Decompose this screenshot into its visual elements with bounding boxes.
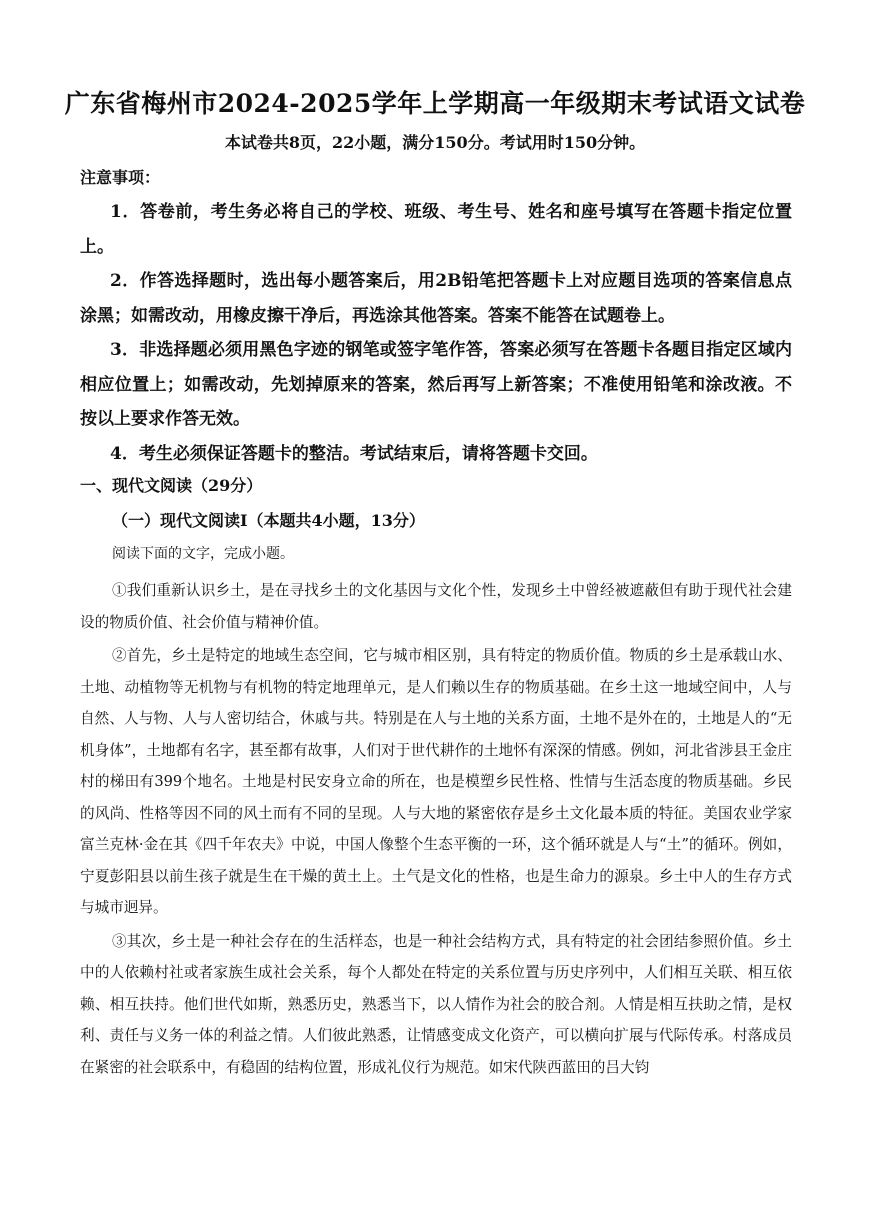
notice-heading: 注意事项：	[80, 168, 161, 187]
notice-item-2: 2．作答选择题时，选出每小题答案后，用2B铅笔把答题卡上对应题目选项的答案信息点涂黑；如需改动，用橡皮擦干净后，再选涂其他答案。答案不能答在试题卷上。	[80, 271, 792, 326]
passage-paragraph-3: ③其次，乡土是一种社会存在的生活样态，也是一种社会结构方式，具有特定的社会团结参照价值。乡土中的人依赖村社或者家族生成社会关系，每个人都处在特定的关系位置与历史序列中，人们相互关联、相互依赖、相互扶持。他们世代如斯，熟悉历史，熟悉当下，以人情作为社会的胶合剂。人情是相互扶助之情，是权利、责任与义务一体的利益之情。人们彼此熟悉，让情感变成文化资产，可以横向扩展与代际传承。村落成员在紧密的社会联系中，有稳固的结构位置，形成礼仪行为规范。如宋代陕西蓝田的吕大钧	[80, 932, 792, 1076]
section-heading: 一、现代文阅读（29分）	[80, 476, 263, 495]
passage-paragraph-1: ①我们重新认识乡土，是在寻找乡土的文化基因与文化个性，发现乡土中曾经被遮蔽但有助于现代社会建设的物质价值、社会价值与精神价值。	[80, 582, 792, 631]
exam-subtitle: 本试卷共8页，22小题，满分150分。考试用时150分钟。	[224, 133, 646, 152]
notice-item-4: 4．考生必须保证答题卡的整洁。考试结束后，请将答题卡交回。	[110, 443, 598, 464]
subsection-heading: （一）现代文阅读Ⅰ（本题共4小题，13分）	[112, 511, 425, 530]
reading-instruction: 阅读下面的文字，完成小题。	[112, 546, 294, 562]
exam-title: 广东省梅州市2024-2025学年上学期高一年级期末考试语文试卷	[64, 89, 806, 118]
notice-item-1: 1．答卷前，考生务必将自己的学校、班级、考生号、姓名和座号填写在答题卡指定位置上。	[80, 202, 792, 257]
notice-item-3: 3．非选择题必须用黑色字迹的钢笔或签字笔作答，答案必须写在答题卡各题目指定区域内相应位置上；如需改动，先划掉原来的答案，然后再写上新答案；不准使用铅笔和涂改液。不按以上要求作答无效。	[80, 340, 792, 429]
notice-list	[80, 195, 792, 471]
reading-passage	[80, 575, 792, 1085]
passage-paragraph-2: ②首先，乡土是特定的地域生态空间，它与城市相区别，具有特定的物质价值。物质的乡土是承载山水、土地、动植物等无机物与有机物的特定地理单元，是人们赖以生存的物质基础。在乡土这一地域空间中，人与自然、人与物、人与人密切结合，休戚与共。特别是在人与土地的关系方面，土地不是外在的，土地是人的“无机身体”，土地都有名字，甚至都有故事，人们对于世代耕作的土地怀有深深的情感。例如，河北省涉县王金庄村的梯田有399个地名。土地是村民安身立命的所在，也是模塑乡民性格、性情与生活态度的物质基础。乡民的风尚、性格等因不同的风土而有不同的呈现。人与大地的紧密依存是乡土文化最本质的特征。美国农业学家富兰克林·金在其《四千年农夫》中说，中国人像整个生态平衡的一环，这个循环就是人与“土”的循环。例如，宁夏彭阳县以前生孩子就是生在干燥的黄土上。土气是文化的性格，也是生命力的源泉。乡土中人的生存方式与城市迥异。	[80, 647, 792, 916]
